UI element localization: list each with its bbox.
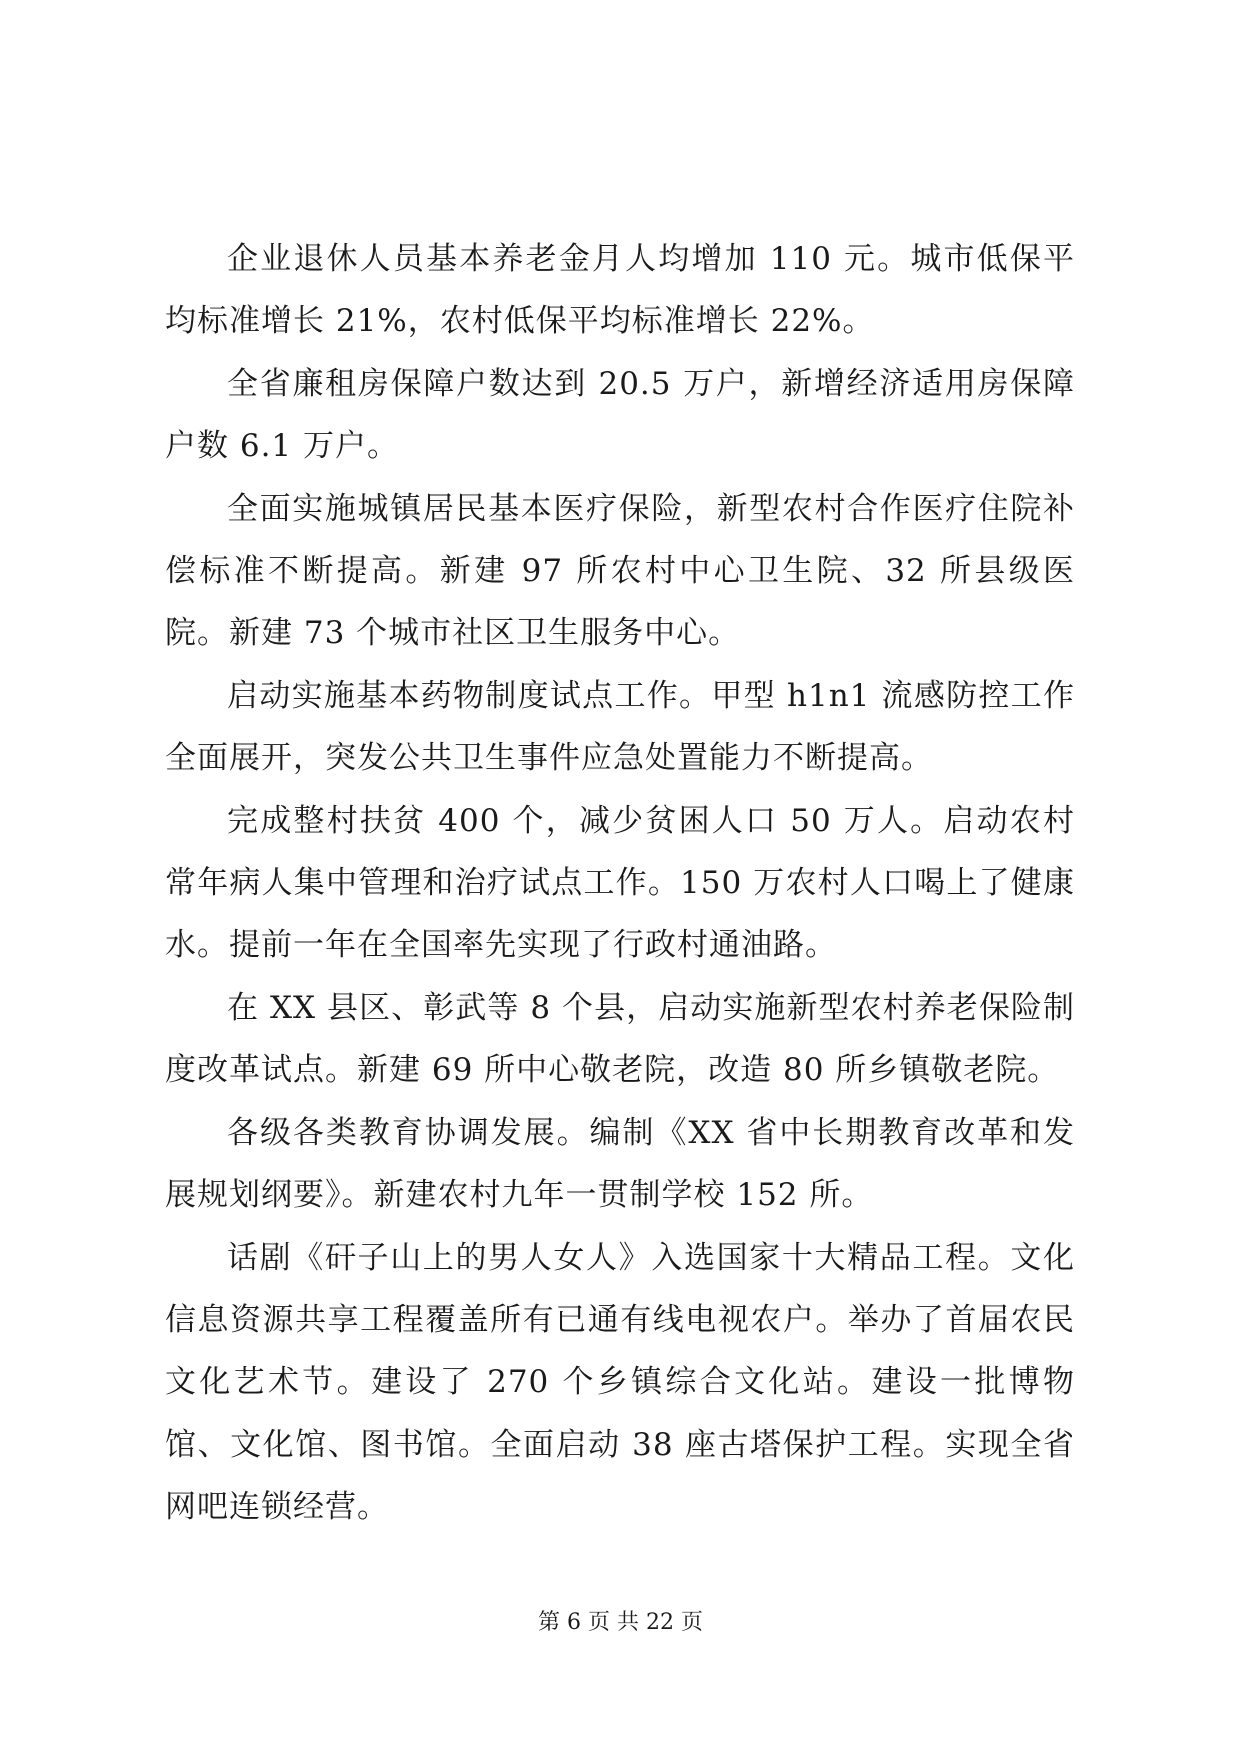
paragraph-medical: 全面实施城镇居民基本医疗保险，新型农村合作医疗住院补偿标准不断提高。新建 97 所农村中心卫生院、32 所县级医院。新建 73 个城市社区卫生服务中心。 <box>165 490 1075 652</box>
paragraph-rural-pension: 在 XX 县区、彰武等 8 个县，启动实施新型农村养老保险制度改革试点。新建 69 所中心敬老院，改造 80 所乡镇敬老院。 <box>165 989 1075 1089</box>
page-number-footer: 第 6 页 共 22 页 <box>538 1610 703 1635</box>
paragraph-housing: 全省廉租房保障户数达到 20.5 万户，新增经济适用房保障户数 6.1 万户。 <box>165 365 1075 465</box>
document-body <box>165 228 1075 1539</box>
paragraph-drug-system: 启动实施基本药物制度试点工作。甲型 h1n1 流感防控工作全面展开，突发公共卫生事件应急处置能力不断提高。 <box>165 677 1075 777</box>
paragraph-education: 各级各类教育协调发展。编制《XX 省中长期教育改革和发展规划纲要》。新建农村九年一贯制学校 152 所。 <box>165 1114 1075 1214</box>
paragraph-culture: 话剧《矸子山上的男人女人》入选国家十大精品工程。文化信息资源共享工程覆盖所有已通有线电视农户。举办了首届农民文化艺术节。建设了 270 个乡镇综合文化站。建设一批博物馆、文化馆、图书馆。全面启动 38 座古塔保护工程。实现全省网吧连锁经营。 <box>165 1239 1075 1526</box>
paragraph-pension: 企业退休人员基本养老金月人均增加 110 元。城市低保平均标准增长 21%，农村低保平均标准增长 22%。 <box>165 241 1075 340</box>
paragraph-poverty: 完成整村扶贫 400 个，减少贫困人口 50 万人。启动农村常年病人集中管理和治疗试点工作。150 万农村人口喝上了健康水。提前一年在全国率先实现了行政村通油路。 <box>165 802 1075 964</box>
